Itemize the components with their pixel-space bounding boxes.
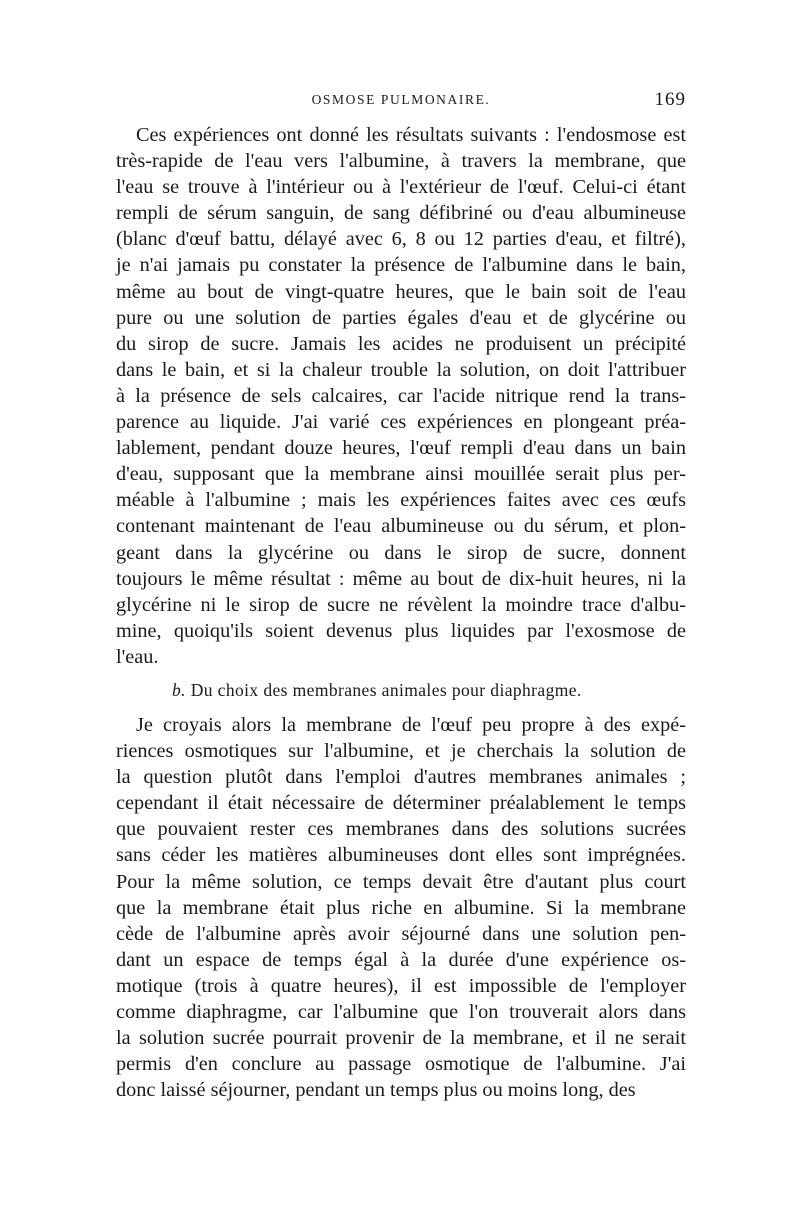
- text-line: (blanc d'œuf battu, délayé avec 6, 8 ou 12 parties d'eau, et filtré),: [116, 228, 686, 251]
- section-title: Du choix des membranes animales pour diaphragme.: [190, 679, 582, 700]
- paragraph-membrane-choice: [116, 712, 686, 1103]
- text-line: parence au liquide. J'ai varié ces expériences en plongeant préa-: [116, 411, 686, 434]
- text-line: que pouvaient rester ces membranes dans des solutions sucrées: [116, 818, 686, 841]
- text-line: d'eau, supposant que la membrane ainsi mouillée serait plus per-: [116, 463, 686, 486]
- text-line: permis d'en conclure au passage osmotique de l'albumine. J'ai: [116, 1053, 686, 1076]
- text-line: glycérine ni le sirop de sucre ne révèlent la moindre trace d'albu-: [116, 593, 686, 616]
- text-line: cède de l'albumine après avoir séjourné dans une solution pen-: [116, 922, 686, 945]
- text-line: à la présence de sels calcaires, car l'acide nitrique rend la trans-: [116, 384, 686, 407]
- text-line: dant un espace de temps égal à la durée d'une expérience os-: [116, 948, 686, 971]
- text-line: Je croyais alors la membrane de l'œuf peu propre à des expé-: [136, 713, 686, 736]
- text-line: du sirop de sucre. Jamais les acides ne produisent un précipité: [116, 332, 686, 355]
- text-line: pure ou une solution de parties égales d'eau et de glycérine ou: [116, 306, 686, 329]
- running-title: OSMOSE PULMONAIRE.: [311, 92, 491, 107]
- text-line: riences osmotiques sur l'albumine, et je cherchais la solution de: [116, 740, 686, 763]
- text-line: méable à l'albumine ; mais les expériences faites avec ces œufs: [116, 489, 686, 512]
- text-line: je n'ai jamais pu constater la présence de l'albumine dans le bain,: [116, 254, 686, 277]
- text-line: l'eau se trouve à l'intérieur ou à l'extérieur de l'œuf. Celui-ci étant: [116, 176, 686, 199]
- text-line: Ces expériences ont donné les résultats suivants : l'endosmose est: [136, 124, 686, 146]
- text-line: contenant maintenant de l'eau albumineuse ou du sérum, et plon-: [116, 515, 686, 538]
- text-line: donc laissé séjourner, pendant un temps plus ou moins long, des: [116, 1079, 636, 1102]
- text-line: mine, quoiqu'ils soient devenus plus liquides par l'exosmose de: [116, 619, 686, 642]
- section-heading: [116, 677, 686, 703]
- text-line: geant dans la glycérine ou dans le sirop de sucre, donnent: [116, 541, 686, 564]
- paragraph-experiment-results: [116, 122, 686, 670]
- text-line: cependant il était nécessaire de déterminer préalablement le temps: [116, 792, 686, 815]
- running-head: [116, 89, 686, 118]
- text-line: même au bout de vingt-quatre heures, que le bain soit de l'eau: [116, 280, 686, 303]
- text-line: l'eau.: [116, 645, 159, 668]
- text-line: la question plutôt dans l'emploi d'autres membranes animales ;: [116, 766, 686, 789]
- text-line: sans céder les matières albumineuses dont elles sont imprégnées.: [116, 844, 686, 867]
- text-line: dans le bain, et si la chaleur trouble la solution, on doit l'attribuer: [116, 358, 686, 381]
- text-line: rempli de sérum sanguin, de sang défibriné ou d'eau albumineuse: [116, 202, 686, 225]
- text-line: motique (trois à quatre heures), il est impossible de l'employer: [116, 974, 686, 997]
- text-line: comme diaphragme, car l'albumine que l'on trouverait alors dans: [116, 1001, 686, 1023]
- page-number: 169: [654, 89, 686, 110]
- text-line: toujours le même résultat : même au bout de dix-huit heures, ni la: [116, 567, 686, 590]
- body-text: [116, 122, 686, 1103]
- text-line: lablement, pendant douze heures, l'œuf rempli d'eau dans un bain: [116, 437, 686, 460]
- text-line: Pour la même solution, ce temps devait être d'autant plus court: [116, 870, 686, 893]
- text-line: très-rapide de l'eau vers l'albumine, à travers la membrane, que: [116, 150, 686, 173]
- text-line: que la membrane était plus riche en albumine. Si la membrane: [116, 896, 686, 919]
- section-label: b.: [172, 679, 186, 700]
- text-line: la solution sucrée pourrait provenir de la membrane, et il ne serait: [116, 1027, 686, 1050]
